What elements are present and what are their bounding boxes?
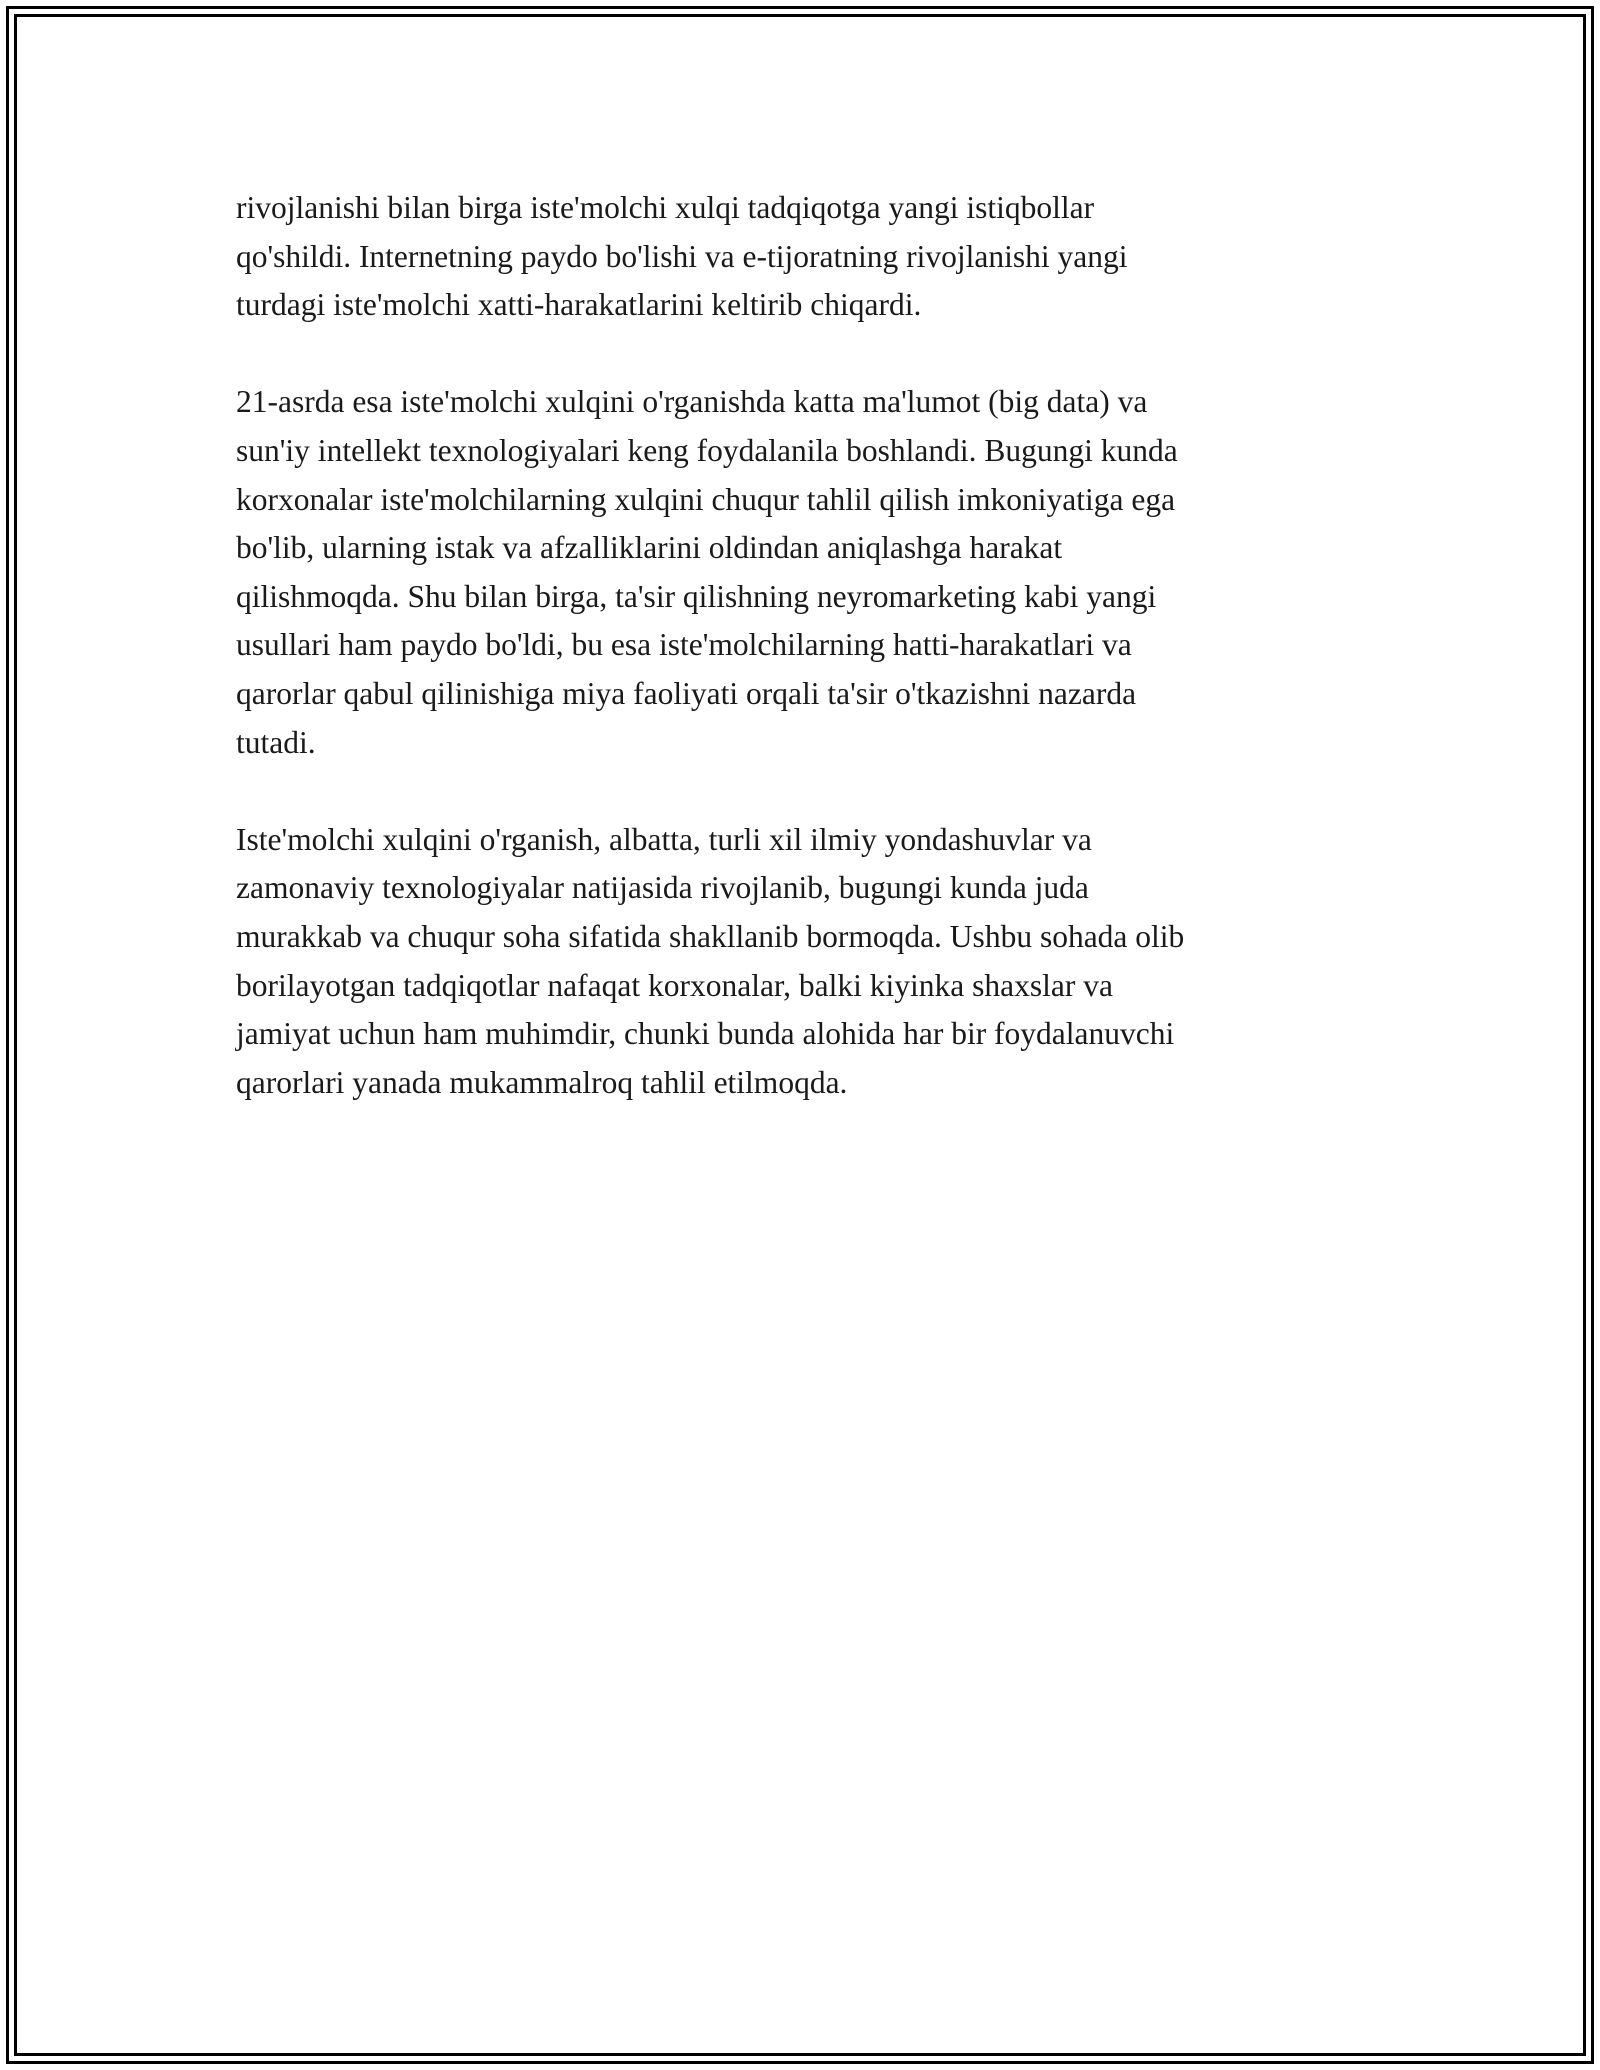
- paragraph-2: 21-asrda esa iste'molchi xulqini o'rganishda katta ma'lumot (big data) va sun'iy intellekt texnologiyalari keng foydalanila boshlandi. Bugungi kunda korxonalar iste'molchilarning xulqini chuqur tahlil qilish imkoniyatiga ega bo'lib, ularning istak va afzalliklarini oldindan aniqlashga harakat qilishmoqda. Shu bilan birga, ta'sir qilishning neyromarketing kabi yangi usullari ham paydo bo'ldi, bu esa iste'molchilarning hatti-harakatlari va qarorlar qabul qilinishiga miya faoliyati orqali ta'sir o'tkazishni nazarda tutadi.: [236, 384, 1178, 760]
- paragraph-3: Iste'molchi xulqini o'rganish, albatta, turli xil ilmiy yondashuvlar va zamonaviy texnologiyalar natijasida rivojlanib, bugungi kunda juda murakkab va chuqur soha sifatida shakllanib bormoqda. Ushbu sohada olib borilayotgan tadqiqotlar nafaqat korxonalar, balki kiyinka shaxslar va jamiyat uchun ham muhimdir, chunki bunda alohida har bir foydalanuvchi qarorlari yanada mukammalroq tahlil etilmoqda.: [236, 821, 1185, 1100]
- paragraph-1: rivojlanishi bilan birga iste'molchi xulqi tadqiqotga yangi istiqbollar qo'shildi. Internetning paydo bo'lishi va e-tijoratning rivojlanishi yangi turdagi iste'molchi xatti-harakatlarini keltirib chiqardi.: [236, 190, 1128, 323]
- document-body: [236, 184, 1366, 1156]
